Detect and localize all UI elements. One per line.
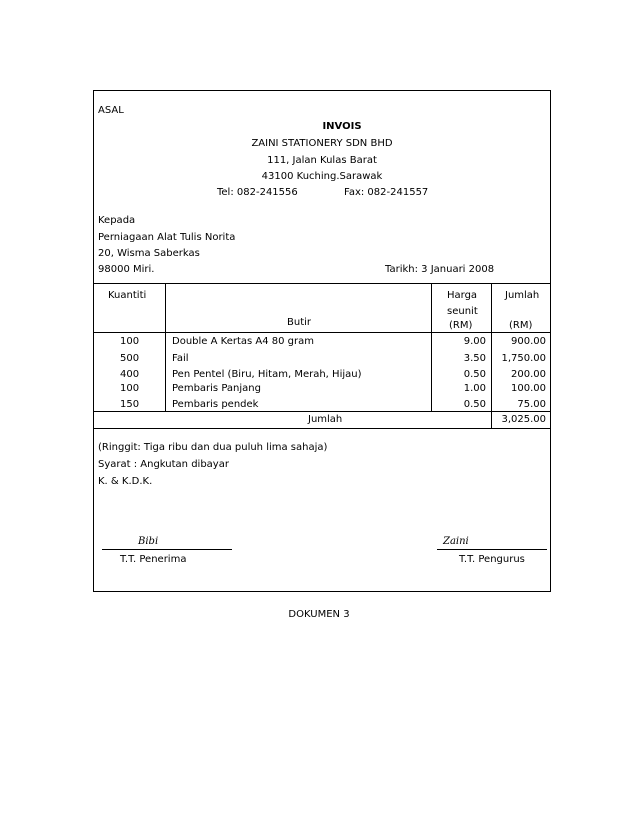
table-header-divider <box>94 332 550 333</box>
row-4-total: 75.00 <box>517 399 546 410</box>
receiver-label: T.T. Penerima <box>120 554 187 565</box>
header-total-line2: (RM) <box>509 320 533 331</box>
row-2-item: Pen Pentel (Biru, Hitam, Merah, Hijau) <box>172 369 362 380</box>
company-address-line1: 111, Jalan Kulas Barat <box>267 155 377 166</box>
company-address-line2: 43100 Kuching.Sarawak <box>261 171 383 182</box>
kdk-note: K. & K.D.K. <box>98 476 153 487</box>
payment-terms: Syarat : Angkutan dibayar <box>98 459 229 470</box>
header-price-line1: Harga <box>447 290 478 301</box>
sum-label: Jumlah <box>308 414 343 425</box>
row-1-total: 1,750.00 <box>501 353 546 364</box>
recipient-label: Kepada <box>98 215 136 226</box>
recipient-address2: 98000 Miri. <box>98 264 155 275</box>
company-fax: Fax: 082-241557 <box>344 187 429 198</box>
col-divider-item <box>431 283 432 411</box>
header-price-line2: seunit <box>447 306 478 317</box>
col-divider-qty <box>165 283 166 411</box>
sum-value: 3,025.00 <box>501 414 546 425</box>
table-body-divider <box>94 411 550 412</box>
row-3-qty: 100 <box>120 383 140 394</box>
row-1-price: 3.50 <box>463 353 486 364</box>
header-quantity: Kuantiti <box>108 290 147 301</box>
amount-in-words: (Ringgit: Tiga ribu dan dua puluh lima sahaja) <box>98 442 328 453</box>
manager-signature-line <box>437 549 547 550</box>
row-0-price: 9.00 <box>463 336 486 347</box>
row-1-qty: 500 <box>120 353 140 364</box>
invoice-title: INVOIS <box>322 121 362 132</box>
manager-signature: Zaini <box>443 536 469 547</box>
receiver-signature: Bibi <box>138 536 159 547</box>
invoice-date: Tarikh: 3 Januari 2008 <box>385 264 495 275</box>
header-item: Butir <box>287 317 312 328</box>
invoice-document <box>93 90 551 592</box>
header-total-line1: Jumlah <box>505 290 540 301</box>
col-divider-price <box>491 283 492 428</box>
row-2-total: 200.00 <box>511 369 546 380</box>
row-0-item: Double A Kertas A4 80 gram <box>172 336 315 347</box>
row-3-total: 100.00 <box>511 383 546 394</box>
row-2-price: 0.50 <box>463 369 486 380</box>
table-top-border <box>94 283 550 284</box>
recipient-address1: 20, Wisma Saberkas <box>98 248 200 259</box>
row-4-qty: 150 <box>120 399 140 410</box>
company-name: ZAINI STATIONERY SDN BHD <box>251 138 393 149</box>
asal-label: ASAL <box>98 105 124 116</box>
table-bottom-border <box>94 428 550 429</box>
row-0-qty: 100 <box>120 336 140 347</box>
row-4-price: 0.50 <box>463 399 486 410</box>
manager-label: T.T. Pengurus <box>459 554 525 565</box>
row-3-item: Pembaris Panjang <box>172 383 261 394</box>
row-0-total: 900.00 <box>511 336 546 347</box>
row-3-price: 1.00 <box>463 383 486 394</box>
recipient-name: Perniagaan Alat Tulis Norita <box>98 232 236 243</box>
document-label: DOKUMEN 3 <box>288 609 350 620</box>
receiver-signature-line <box>102 549 232 550</box>
row-1-item: Fail <box>172 353 189 364</box>
row-4-item: Pembaris pendek <box>172 399 259 410</box>
header-price-line3: (RM) <box>449 320 473 331</box>
row-2-qty: 400 <box>120 369 140 380</box>
company-tel: Tel: 082-241556 <box>217 187 298 198</box>
